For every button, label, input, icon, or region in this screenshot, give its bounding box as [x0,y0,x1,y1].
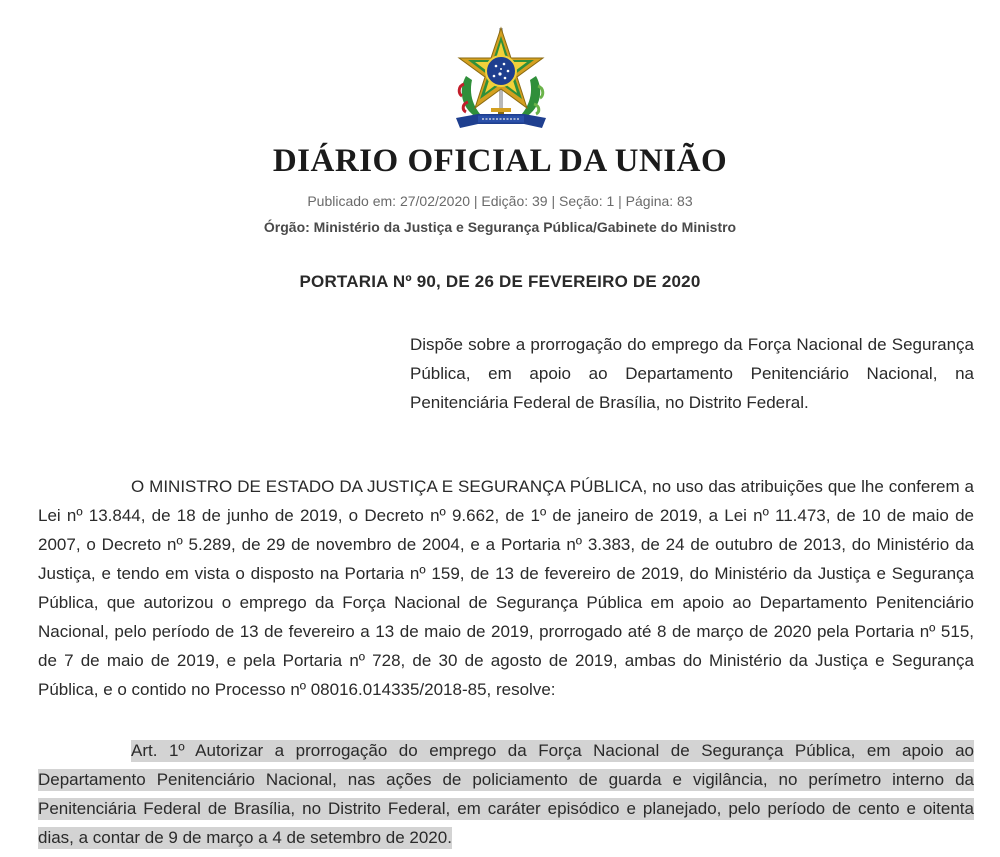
portaria-title: PORTARIA Nº 90, DE 26 DE FEVEREIRO DE 2020 [299,272,701,291]
portaria-preambulo: O MINISTRO DE ESTADO DA JUSTIÇA E SEGURANÇA PÚBLICA, no uso das atribuições que lhe conferem a Lei nº 13.844, de 18 de junho de 2019, o Decreto nº 9.662, de 1º de janeiro de 2019, a Lei nº 11.473, de 10 de maio de 2007, o Decreto nº 5.289, de 29 de novembro de 2004, e a Portaria nº 3.383, de 24 de outubro de 2013, do Ministério da Justiça, e tendo em vista o disposto na Portaria nº 159, de 13 de fevereiro de 2019, do Ministério da Justiça e Segurança Pública, que autorizou o emprego da Força Nacional de Segurança Pública em apoio ao Departamento Penitenciário Nacional, pelo período de 13 de fevereiro a 13 de maio de 2019, prorrogado até 8 de março de 2020 pela Portaria nº 515, de 7 de maio de 2019, e pela Portaria nº 728, de 30 de agosto de 2019, ambas do Ministério da Justiça e Segurança Pública, e o contido no Processo nº 08016.014335/2018-85, resolve: [38,477,974,699]
selected-text-highlight[interactable]: Art. 1º Autorizar a prorrogação do emprego da Força Nacional de Segurança Pública, em apoio ao Departamento Penitenciário Nacional, nas ações de policiamento de guarda e vigilância, no perímetro interno da Penitenciária Federal de Brasília, no Distrito Federal, em caráter episódico e planejado, pelo período de cento e oitenta dias, a contar de 9 de março a 4 de setembro de 2020. [38,741,974,847]
brasao-da-republica-icon [448,24,554,132]
portaria-ementa: Dispõe sobre a prorrogação do emprego da Força Nacional de Segurança Pública, em apoio ao Departamento Penitenciário Nacional, na Penitenciária Federal de Brasília, no Distrito Federal. [410,335,974,412]
orgao-value: Ministério da Justiça e Segurança Pública/Gabinete do Ministro [313,219,737,235]
publication-meta: Publicado em: 27/02/2020 | Edição: 39 | Seção: 1 | Página: 83 [307,193,693,209]
orgao-label: Órgão: [263,219,310,235]
orgao-line [0,219,1000,235]
page-title: DIÁRIO OFICIAL DA UNIÃO [272,143,728,179]
portaria-artigo-1 [38,736,974,852]
